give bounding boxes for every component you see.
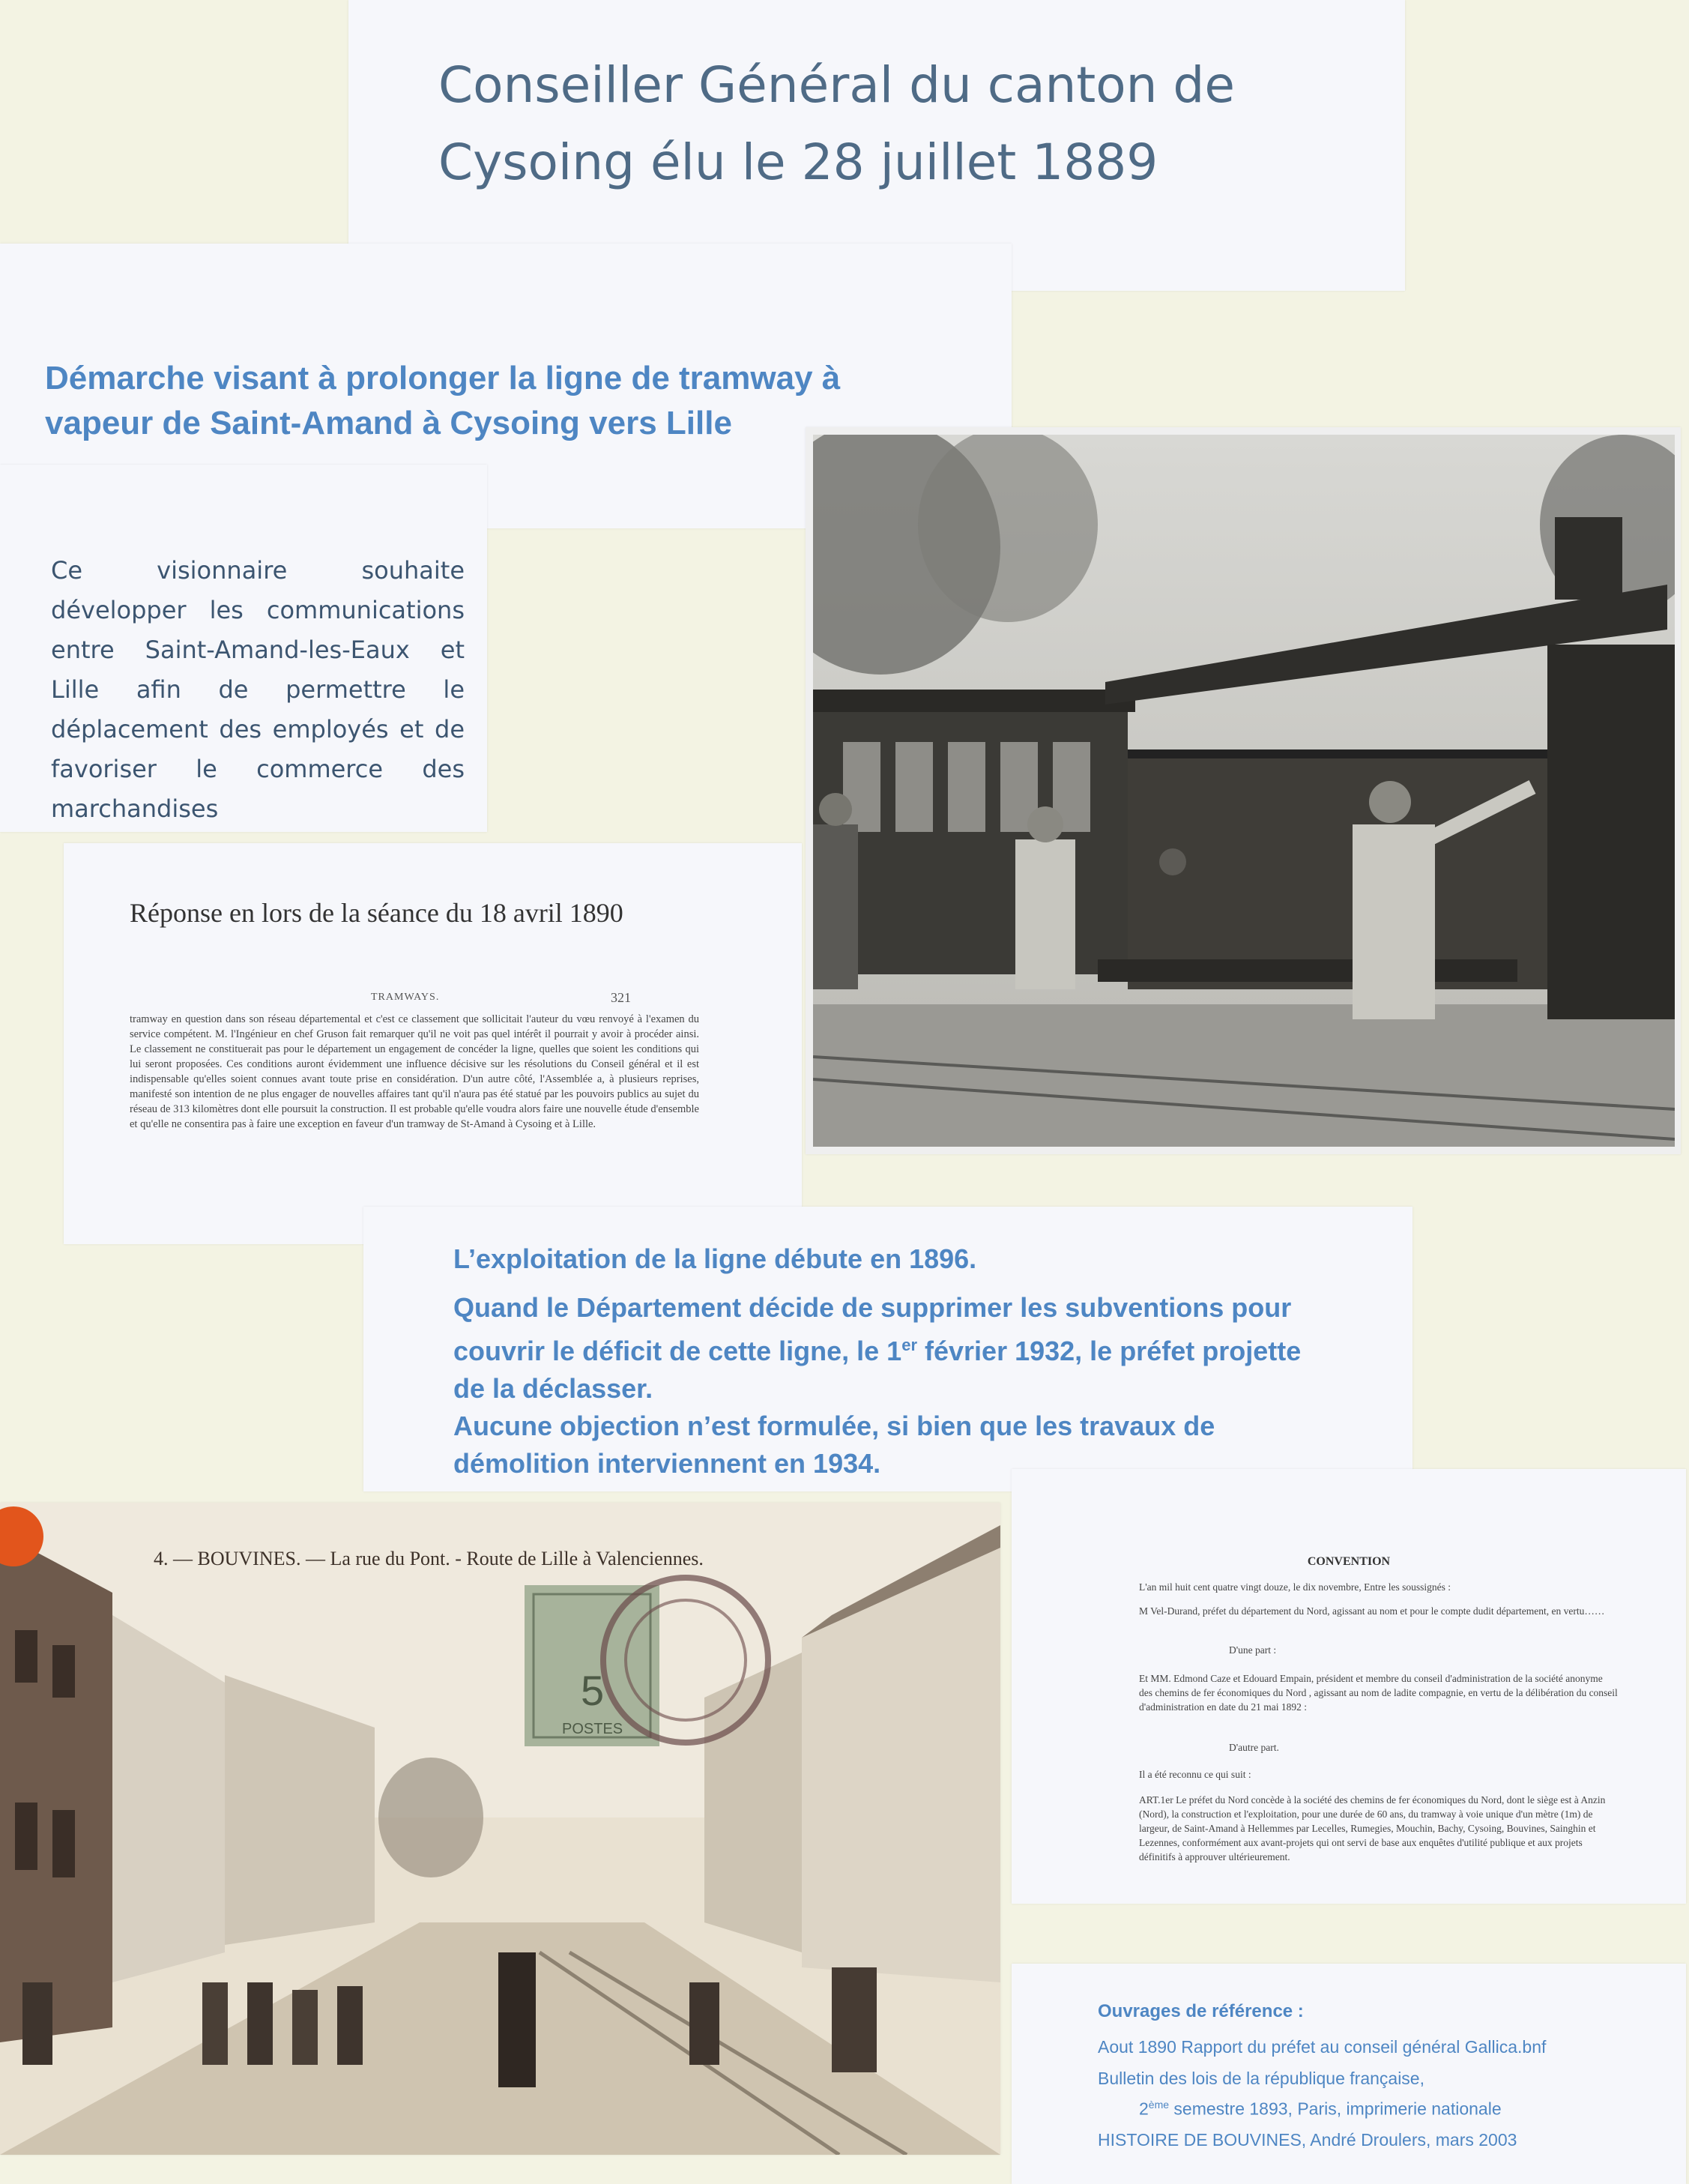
postcard-caption: 4. — BOUVINES. — La rue du Pont. - Route de Lille à Valenciennes. bbox=[154, 1548, 704, 1569]
exploitation-card bbox=[363, 1207, 1412, 1491]
document-page-number: 321 bbox=[611, 990, 631, 1005]
exploitation-paragraph-1: L’exploitation de la ligne débute en 1896. bbox=[453, 1243, 977, 1274]
section-heading-line-2: vapeur de Saint-Amand à Cysoing vers Lille bbox=[45, 405, 732, 441]
convention-paragraph-1: L'an mil huit cent quatre vingt douze, le dix novembre, Entre les soussignés : bbox=[1139, 1581, 1451, 1593]
reference-line-1: Aout 1890 Rapport du préfet au conseil général Gallica.bnf bbox=[1098, 2037, 1547, 2057]
section-heading-line-1: Démarche visant à prolonger la ligne de tramway à bbox=[45, 360, 841, 396]
stamp-value: 5 bbox=[581, 1667, 605, 1714]
stamp-label: POSTES bbox=[562, 1721, 623, 1737]
exploitation-p2-b: février 1932, le préfet projette de la déclasser. bbox=[453, 1336, 1302, 1404]
intro-text-card bbox=[0, 465, 487, 832]
references-heading: Ouvrages de référence : bbox=[1098, 2001, 1304, 2021]
exploitation-paragraph-2 bbox=[453, 1289, 1338, 1408]
reference-line-2: Bulletin des lois de la république française, bbox=[1098, 2069, 1424, 2088]
convention-paragraph-4: Et MM. Edmond Caze et Edouard Empain, président et membre du conseil d'administration de la société anonyme des chemins de fer économiques du Nord , agissant au nom de ladite compagnie, en vertu de la délibération du conseil d'administration en date du 21 mai 1892 : bbox=[1139, 1673, 1618, 1713]
response-card bbox=[64, 843, 802, 1244]
reference-line-3-pre: 2 bbox=[1139, 2099, 1149, 2119]
tram-photo bbox=[806, 427, 1681, 1154]
convention-title: CONVENTION bbox=[1307, 1555, 1391, 1568]
page-title-line-1: Conseiller Général du canton de bbox=[438, 56, 1235, 114]
response-title: Réponse en lors de la séance du 18 avril 1890 bbox=[130, 898, 623, 928]
tram-photo-image bbox=[813, 435, 1675, 1147]
references-card bbox=[1012, 1964, 1686, 2184]
postcard-image bbox=[0, 1503, 1000, 2155]
page-title-line-2: Cysoing élu le 28 juillet 1889 bbox=[438, 133, 1158, 191]
reference-line-3-post: semestre 1893, Paris, imprimerie nationale bbox=[1169, 2099, 1502, 2119]
reference-line-4: HISTOIRE DE BOUVINES, André Droulers, mars 2003 bbox=[1098, 2130, 1517, 2150]
convention-card bbox=[1012, 1469, 1686, 1904]
convention-paragraph-6: Il a été reconnu ce qui suit : bbox=[1139, 1769, 1251, 1780]
document-header: TRAMWAYS. bbox=[371, 992, 440, 1003]
intro-paragraph: Ce visionnaire souhaite développer les communications entre Saint-Amand-les-Eaux et Lille afin de permettre le déplacement des employés et de favoriser le commerce des marchandises bbox=[51, 556, 465, 823]
reference-line-3 bbox=[1139, 2099, 1502, 2120]
document-excerpt: tramway en question dans son réseau départemental et c'est ce classement que sollicitait l'auteur du vœu renvoyé à l'examen du service compétent. M. l'Ingénieur en chef Gruson fait remarquer qu'il ne voit pas quel intérêt il pourrait y avoir à procéder ainsi. Le classement ne constituerait pas pour le département un engagement de concéder la ligne, quelles que soient les conditions qui lui seront proposées. Ces conditions auront évidemment une influence décisive sur les résolutions du Conseil général et il est indispensable qu'elles soient connues avant toute prise en considération. D'un autre côté, l'Assemblée a, à plusieurs reprises, manifesté son intention de ne plus engager de nouvelles affaires tant qu'il n'aura pas été statué par les pouvoirs publics au sujet du réseau de 313 kilomètres dont elle poursuit la construction. Il est probable qu'elle voudra alors faire une nouvelle étude d'ensemble et qu'elle ne consentira pas à faire une exception en faveur d'un tramway de St-Amand à Cysoing et à Lille. bbox=[130, 1013, 699, 1130]
convention-paragraph-2: M Vel-Durand, préfet du département du Nord, agissant au nom et pour le compte dudit département, en vertu…… bbox=[1139, 1605, 1605, 1617]
exploitation-paragraph-3: Aucune objection n’est formulée, si bien que les travaux de démolition interviennent en 1934. bbox=[453, 1411, 1215, 1479]
exploitation-p2-sup: er bbox=[901, 1336, 917, 1354]
convention-paragraph-3: D'une part : bbox=[1229, 1644, 1277, 1656]
reference-line-3-sup: ème bbox=[1148, 2099, 1170, 2111]
bouvines-postcard bbox=[0, 1503, 1000, 2155]
convention-paragraph-7: ART.1er Le préfet du Nord concède à la société des chemins de fer économiques du Nord, dont le siège est à Anzin (Nord), la construction et l'exploitation, pour une durée de 60 ans, du tramway à voie unique d'un mètre (1m) de largeur, de Saint-Amand à Hellemmes par Lecelles, Rumegies, Mouchin, Bachy, Cysoing, Bouvines, Sainghin et Lezennes, conformément aux avant-projets qui ont servi de base aux enquêtes d'utilité publique et aux projets définitifs à approuver ultérieurement. bbox=[1139, 1794, 1606, 1862]
exploitation-p2-a: Quand le Département décide de supprimer les subventions pour couvrir le déficit de cette ligne, le 1 bbox=[453, 1292, 1292, 1366]
convention-paragraph-5: D'autre part. bbox=[1229, 1742, 1279, 1753]
